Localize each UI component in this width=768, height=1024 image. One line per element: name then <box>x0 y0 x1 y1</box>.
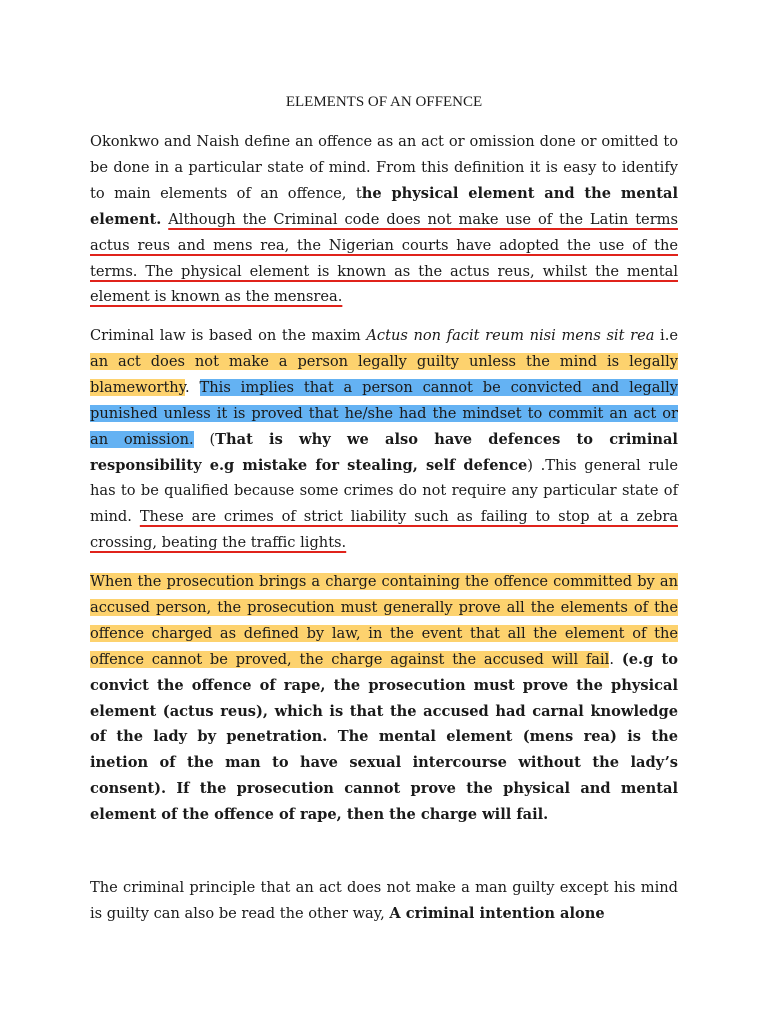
bold-text: That is why we also have defences to criminal responsibility e.g mistake for stealing, self defence <box>90 430 678 474</box>
paragraph-text: . <box>609 650 622 668</box>
paragraph-text: Okonkwo and Naish define an offence as an act or omission done or omitted to be done in a particular state of mind. From this definition it is easy to identify to main elements of an offence, t <box>90 133 678 202</box>
paragraph-offence-definition <box>90 129 678 310</box>
paragraph-criminal-principle <box>90 875 678 927</box>
blue-highlight: This implies that a person cannot be convicted and legally punished unless it is proved that he/she had the mindset to commit an act or an omission. <box>90 378 679 448</box>
underlined-text: These are crimes of strict liability such as failing to stop at a zebra crossing, beating the traffic lights. <box>90 508 678 552</box>
paragraph-text: The criminal principle that an act does not make a man guilty except his mind is guilty can also be read the other way, <box>90 879 678 922</box>
bold-text: A criminal intention alone <box>389 904 605 922</box>
yellow-highlight: When the prosecution brings a charge containing the offence committed by an accused person, the prosecution must generally prove all the elements of the offence charged as defined by law, in the event that all the element of the offence cannot be proved, the charge against the accused will fail <box>90 573 678 668</box>
document-title: ELEMENTS OF AN OFFENCE <box>285 94 483 110</box>
underlined-text: Although the Criminal code does not make use of the Latin terms actus reus and mens rea, the Nigerian courts have adopted the use of the terms. The physical element is known as the actus reus, whilst the mental element is known as the mensrea. <box>90 210 678 306</box>
paragraph-text: ) .This general rule has to be qualified because some crimes do not require any particular state of mind. <box>90 456 678 526</box>
yellow-highlight: an act does not make a person legally guilty unless the mind is legally blameworthy <box>90 352 678 396</box>
paragraph-text: i.e <box>654 327 678 344</box>
italic-maxim: Actus non facit reum nisi mens sit rea <box>366 327 655 344</box>
paragraph-maxim <box>90 323 678 556</box>
paragraph-prosecution <box>90 569 678 828</box>
bold-text: he physical element and the mental element. <box>90 184 678 228</box>
paragraph-text: . <box>185 378 200 396</box>
bold-text: (e.g to convict the offence of rape, the prosecution must prove the physical element (actus reus), which is that the accused had carnal knowledge of the lady by penetration. The mental element (mens rea) is the inetion of the man to have sexual intercourse without the lady’s consent). If the prosecution cannot prove the physical and mental element of the offence of rape, then the charge will fail. <box>90 650 679 824</box>
paragraph-text: Criminal law is based on the maxim <box>90 327 367 344</box>
paragraph-text: ( <box>193 430 216 448</box>
